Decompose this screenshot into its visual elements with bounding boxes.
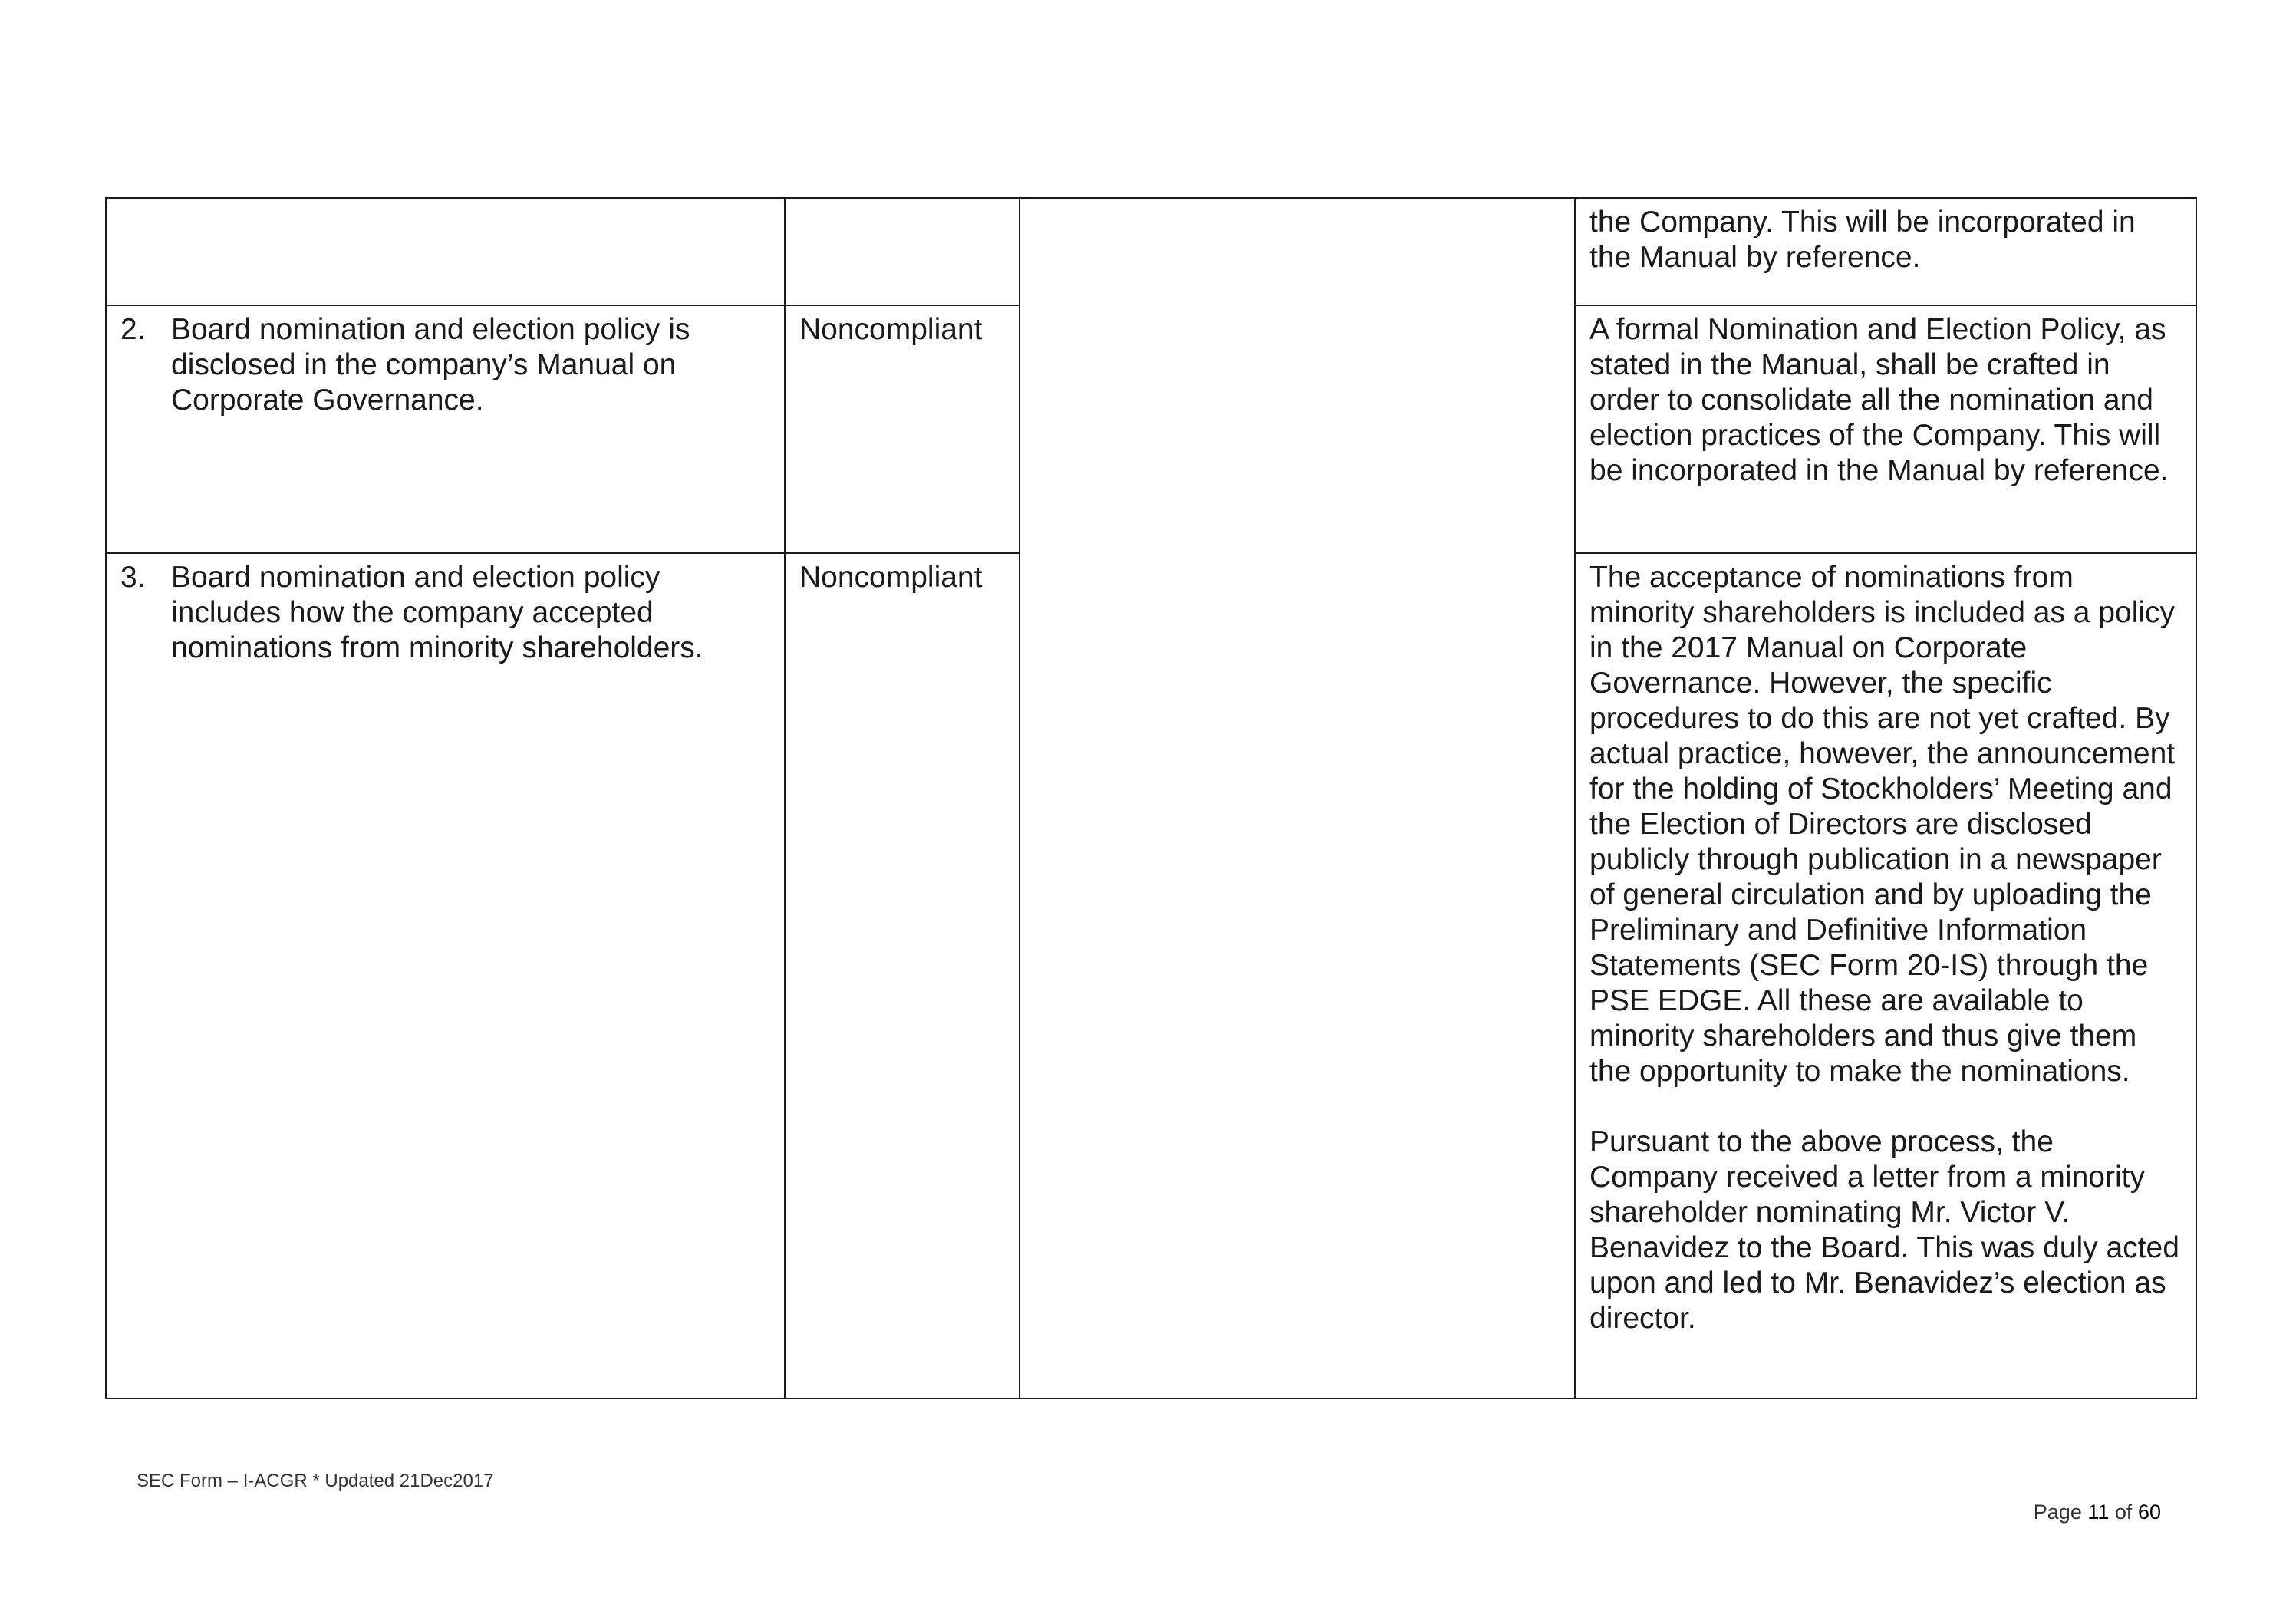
page-number	[2034, 1500, 2161, 1524]
page-of: of	[2114, 1500, 2133, 1524]
governance-table	[105, 197, 2197, 1399]
recommendation-cell	[106, 553, 785, 1398]
page-prefix: Page	[2033, 1500, 2082, 1524]
compliance-status: Noncompliant	[785, 553, 1020, 1398]
item-number: 3.	[120, 561, 146, 594]
explanation-cell	[1575, 305, 2196, 553]
compliance-status: Noncompliant	[785, 305, 1020, 553]
recommendation-cell	[106, 305, 785, 553]
page-total: 60	[2137, 1500, 2161, 1524]
recommendation-cell	[106, 198, 785, 305]
explanation-text: A formal Nomination and Election Policy, as stated in the Manual, shall be crafted in order to consolidate all the nomination and election practices of the Company. This will be incorporated in the Manual by reference.	[1589, 313, 2169, 487]
form-footer-label: SEC Form – I-ACGR * Updated 21Dec2017	[137, 1471, 494, 1491]
compliance-cell	[785, 198, 1020, 305]
explanation-cell	[1575, 553, 2196, 1398]
recommendation-text: Board nomination and election policy includes how the company accepted nominations from minority shareholders.	[171, 561, 703, 664]
additional-information-cell	[1020, 198, 1575, 1398]
explanation-text: Pursuant to the above process, the Company received a letter from a minority shareholder nominating Mr. Victor V. Benavidez to the Board. This was duly acted upon and led to Mr. Benavidez’s election as director.	[1589, 1125, 2179, 1335]
explanation-cell	[1575, 198, 2196, 305]
explanation-text: The acceptance of nominations from minority shareholders is included as a policy in the 2017 Manual on Corporate Governance. However, the specific procedures to do this are not yet crafted. By actual practice, however, the announcement for the holding of Stockholders’ Meeting and the Election of Directors are disclosed publicly through publication in a newspaper of general circulation and by uploading the Preliminary and Definitive Information Statements (SEC Form 20-IS) through the PSE EDGE. All these are available to minority shareholders and thus give them the opportunity to make the nominations.	[1589, 561, 2176, 1088]
page-current: 11	[2087, 1500, 2110, 1524]
explanation-text: the Company. This will be incorporated in the Manual by reference.	[1589, 206, 2136, 274]
recommendation-text: Board nomination and election policy is disclosed in the company’s Manual on Corporate Governance.	[171, 313, 690, 417]
item-number: 2.	[120, 313, 146, 346]
table-row	[106, 198, 2196, 305]
